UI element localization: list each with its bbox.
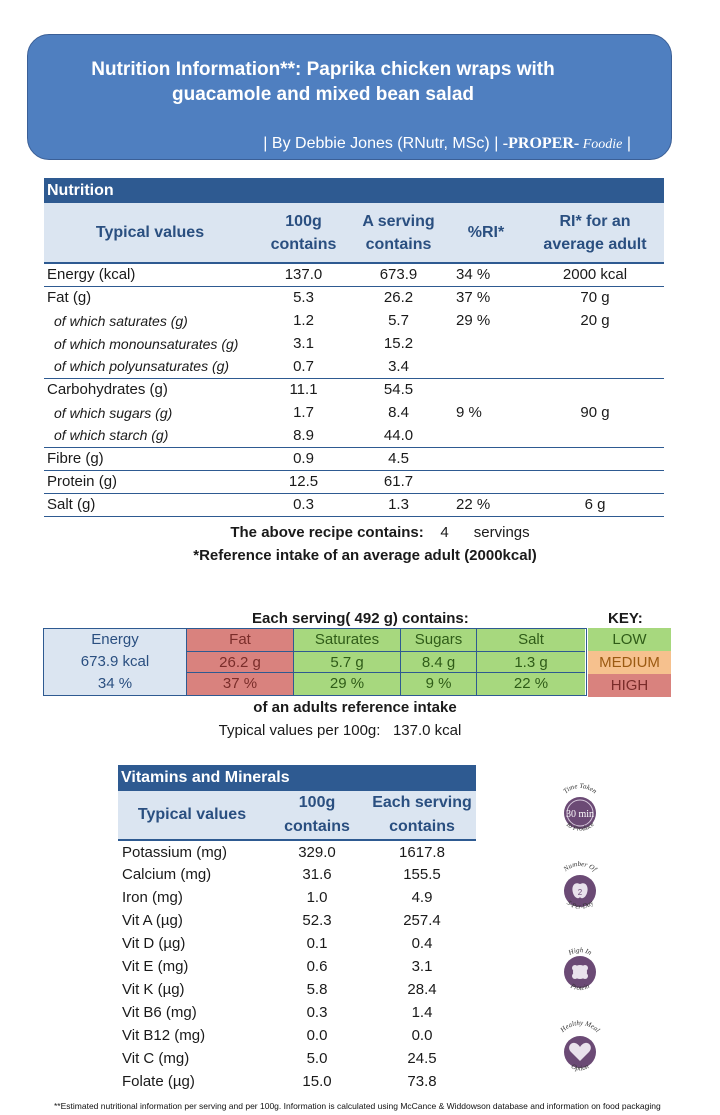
table-row: Vit D (µg) 0.1 0.4 [122, 935, 433, 952]
fat-pct: 37 % [222, 675, 258, 692]
salt-value: 1.3 g [477, 651, 585, 673]
energy-column [44, 629, 187, 695]
byline [263, 135, 631, 153]
brand-proper: -PROPER- [502, 135, 580, 152]
badge-time-bottom: To Produce [564, 820, 596, 833]
five-a-day-badge [551, 857, 609, 917]
title-line-1: Nutrition Information**: Paprika chicken wraps with [91, 59, 555, 80]
table-row: Vit B6 (mg) 0.3 1.4 [122, 1004, 433, 1021]
footnote: **Estimated nutritional information per serving and per 100g. Information is calculated using McCance & Widdowson database and information on food packaging [54, 1101, 661, 1111]
key-high: HIGH [588, 674, 671, 697]
table-row: Potassium (mg) 329.0 1617.8 [122, 843, 445, 861]
energy-pct: 34 % [97, 675, 133, 692]
salt-column [477, 629, 585, 695]
key-title: KEY: [608, 610, 643, 627]
title-line-2: guacamole and mixed bean salad [172, 84, 474, 105]
typical-value: 137.0 kcal [392, 722, 462, 739]
table-row: Vit E (mg) 0.6 3.1 [122, 958, 433, 975]
time-taken-badge [551, 779, 609, 839]
high-protein-badge [551, 938, 609, 998]
badge-time-center: 30 min [565, 809, 595, 820]
table-row: Energy (kcal) 137.0 673.9 34 % 2000 kcal [44, 263, 664, 286]
sugars-column [401, 629, 477, 695]
each-serving-title: Each serving( 492 g) contains: [252, 610, 469, 627]
salt-label: Salt [518, 631, 544, 648]
heart-icon [551, 1018, 609, 1084]
col-ri-percent: %RI* [446, 203, 526, 263]
vitamins-section-title: Vitamins and Minerals [118, 765, 476, 791]
saturates-label: Saturates [314, 631, 380, 648]
fat-column [187, 629, 294, 695]
typical-label: Typical values per 100g: [218, 722, 381, 739]
recipe-servings-line [0, 524, 720, 541]
table-row: Fat (g) 5.3 26.2 37 % 70 g [47, 289, 610, 307]
badge-healthy-top: Healthy Meal [558, 1018, 602, 1035]
recipe-contains-label: The above recipe contains: [230, 524, 424, 541]
table-row: of which starch (g) 8.9 44.0 [44, 424, 664, 447]
traffic-key [588, 628, 671, 697]
table-row: Protein (g) 12.5 61.7 [44, 470, 664, 493]
key-low: LOW [588, 628, 671, 651]
vit-col-per-100g: 100g contains [266, 791, 368, 840]
table-row: of which saturates (g) 1.2 5.7 29 % 20 g [54, 312, 610, 329]
sugars-pct: 9 % [425, 675, 452, 692]
badge-five-top: Number Of [562, 859, 599, 874]
brand-foodie: Foodie [579, 137, 623, 152]
sugars-value: 8.4 g [401, 651, 476, 673]
table-row: Carbohydrates (g) 11.1 54.5 [47, 381, 414, 399]
apple-icon [551, 857, 609, 923]
col-per-100g: 100g contains [256, 203, 351, 263]
byline-end: | [622, 135, 631, 152]
badge-five-bottom: 5-Per-Day [565, 898, 595, 911]
fat-value: 26.2 g [187, 651, 293, 673]
table-row: Fibre (g) 0.9 4.5 [44, 447, 664, 470]
table-row: of which sugars (g) 1.7 8.4 9 % 90 g [54, 404, 610, 421]
table-row: Folate (µg) 15.0 73.8 [122, 1073, 437, 1090]
energy-value: 673.9 kcal [80, 653, 150, 670]
servings-count: 4 [440, 524, 449, 541]
fat-label: Fat [229, 631, 251, 648]
nutrition-section-title: Nutrition [44, 178, 664, 203]
salt-pct: 22 % [513, 675, 549, 692]
key-medium: MEDIUM [588, 651, 671, 674]
byline-author: | By Debbie Jones (RNutr, MSc) | [263, 135, 503, 152]
sugars-label: Sugars [414, 631, 463, 648]
table-row: of which monounsaturates (g) 3.1 15.2 [54, 335, 414, 352]
col-per-serving: A serving contains [351, 203, 446, 263]
saturates-value: 5.7 g [294, 651, 400, 673]
vit-col-typical: Typical values [118, 791, 266, 840]
col-typical-values: Typical values [44, 203, 256, 263]
nutrition-table [44, 178, 664, 517]
healthy-meal-badge [551, 1018, 609, 1078]
col-ri-adult: RI* for an average adult [526, 203, 664, 263]
vitamins-table [118, 765, 476, 1093]
protein-icon [551, 938, 609, 1004]
header-banner [27, 34, 672, 160]
table-row: of which polyunsaturates (g) 0.7 3.4 [44, 355, 664, 378]
badge-five-center: 2 [577, 888, 583, 897]
table-row: Calcium (mg) 31.6 155.5 [122, 866, 441, 883]
table-row: Vit C (mg) 5.0 24.5 [122, 1050, 437, 1067]
page-title [28, 57, 618, 107]
badge-healthy-bottom: Option [569, 1062, 591, 1073]
badge-protein-top: High In [567, 946, 593, 957]
reference-intake-note: *Reference intake of an average adult (2000kcal) [193, 547, 537, 564]
traffic-light-table [43, 628, 587, 696]
badge-time-top: Time Taken [561, 781, 599, 796]
typical-per-100g-line [0, 722, 680, 739]
table-row: Vit K (µg) 5.8 28.4 [122, 981, 437, 998]
table-row: Salt (g) 0.3 1.3 22 % 6 g [44, 493, 664, 516]
saturates-pct: 29 % [329, 675, 365, 692]
servings-word: servings [473, 524, 530, 541]
table-row: Vit A (µg) 52.3 257.4 [122, 912, 441, 929]
energy-label: Energy [91, 631, 139, 648]
saturates-column [294, 629, 401, 695]
table-row: Iron (mg) 1.0 4.9 [122, 889, 433, 906]
vit-col-per-serving: Each serving contains [368, 791, 476, 840]
adults-reference-line: of an adults reference intake [253, 699, 457, 716]
table-row: Vit B12 (mg) 0.0 0.0 [122, 1027, 433, 1044]
clock-icon [551, 779, 609, 845]
badge-protein-bottom: Protein [569, 981, 591, 993]
